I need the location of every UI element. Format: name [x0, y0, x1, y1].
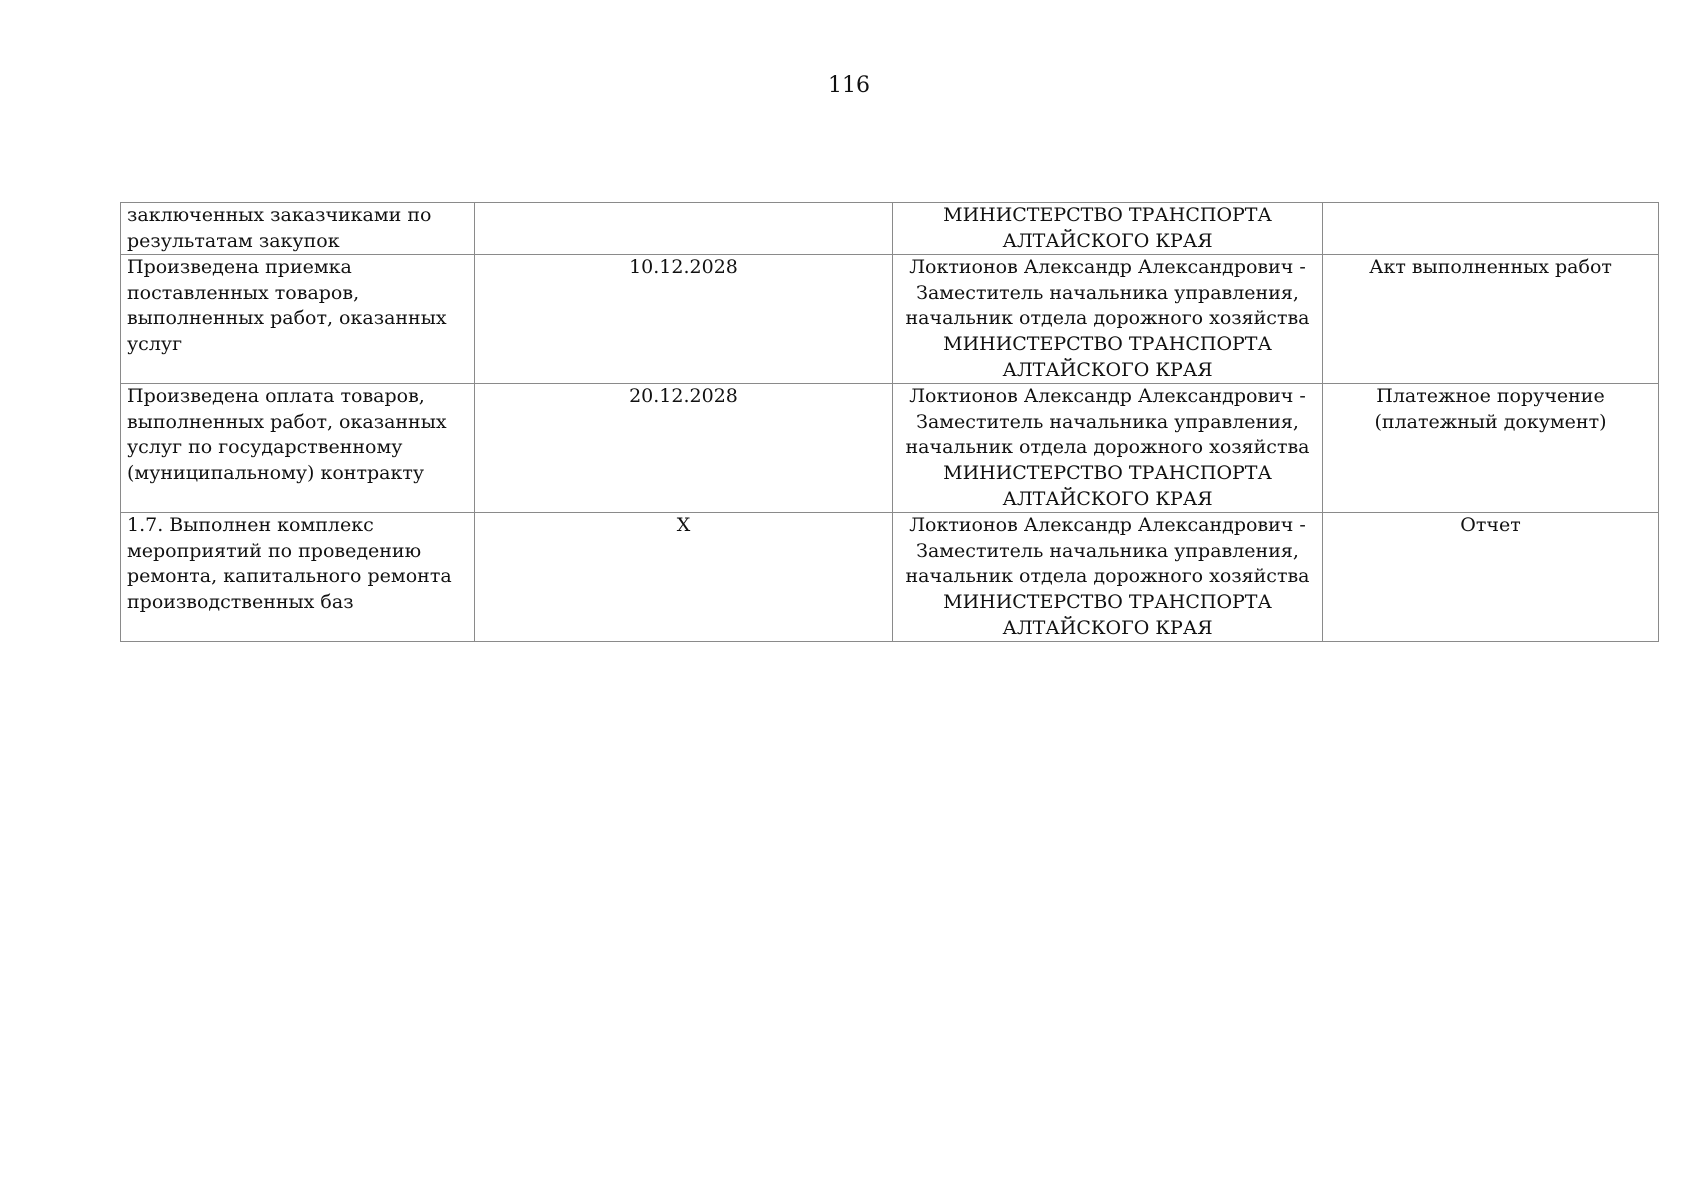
- cell-text-line: услуг по государственному: [127, 436, 403, 459]
- cell-text-line: АЛТАЙСКОГО КРАЯ: [1002, 229, 1213, 252]
- cell-text-line: заключенных заказчиками по: [127, 204, 432, 226]
- cell-text-line: 20.12.2028: [629, 385, 738, 408]
- cell-text-line: начальник отдела дорожного хозяйства: [905, 307, 1310, 330]
- table-row: [121, 384, 1659, 513]
- cell-text-line: выполненных работ, оказанных: [127, 410, 447, 433]
- cell-text-line: начальник отдела дорожного хозяйства: [905, 436, 1310, 459]
- cell-text-line: Заместитель начальника управления,: [916, 410, 1299, 433]
- cell-text-line: (платежный документ): [1374, 410, 1607, 433]
- cell-text-line: МИНИСТЕРСТВО ТРАНСПОРТА: [943, 461, 1272, 484]
- event-cell: [121, 255, 475, 384]
- event-cell: [121, 384, 475, 513]
- cell-text-line: МИНИСТЕРСТВО ТРАНСПОРТА: [943, 590, 1272, 613]
- cell-text-line: (муниципальному) контракту: [127, 461, 425, 484]
- document-cell: [1323, 384, 1659, 513]
- date-cell: [475, 384, 893, 513]
- document-cell: [1323, 203, 1659, 255]
- cell-text-line: Отчет: [1460, 514, 1521, 537]
- event-cell: [121, 513, 475, 642]
- cell-text-line: АЛТАЙСКОГО КРАЯ: [1002, 616, 1213, 639]
- event-cell: [121, 203, 475, 255]
- cell-text-line: 10.12.2028: [629, 256, 738, 279]
- cell-text-line: Заместитель начальника управления,: [916, 281, 1299, 304]
- cell-text-line: ремонта, капитального ремонта: [127, 565, 452, 588]
- cell-text-line: поставленных товаров,: [127, 281, 360, 304]
- responsible-cell: [893, 513, 1323, 642]
- cell-text-line: 1.7. Выполнен комплекс: [127, 514, 374, 537]
- responsible-cell: [893, 255, 1323, 384]
- control-points-table: [120, 202, 1659, 642]
- cell-text-line: Акт выполненных работ: [1369, 256, 1612, 279]
- document-cell: [1323, 513, 1659, 642]
- cell-text-line: X: [676, 514, 691, 537]
- cell-text-line: МИНИСТЕРСТВО ТРАНСПОРТА: [943, 332, 1272, 355]
- cell-text-line: АЛТАЙСКОГО КРАЯ: [1002, 358, 1213, 381]
- cell-text-line: Произведена оплата товаров,: [127, 385, 425, 408]
- page-number: 116: [828, 73, 870, 98]
- cell-text-line: результатам закупок: [127, 229, 340, 252]
- cell-text-line: выполненных работ, оказанных: [127, 307, 447, 330]
- table-row: [121, 203, 1659, 255]
- cell-text-line: Локтионов Александр Александрович -: [909, 385, 1306, 408]
- cell-text-line: Заместитель начальника управления,: [916, 539, 1299, 562]
- cell-text-line: мероприятий по проведению: [127, 539, 422, 562]
- cell-text-line: Произведена приемка: [127, 256, 352, 279]
- document-cell: [1323, 255, 1659, 384]
- table-body: [121, 203, 1659, 642]
- cell-text-line: Локтионов Александр Александрович -: [909, 514, 1306, 537]
- date-cell: [475, 255, 893, 384]
- cell-text-line: Платежное поручение: [1376, 385, 1605, 408]
- table-row: [121, 255, 1659, 384]
- responsible-cell: [893, 384, 1323, 513]
- responsible-cell: [893, 203, 1323, 255]
- cell-text-line: АЛТАЙСКОГО КРАЯ: [1002, 487, 1213, 510]
- table-row: [121, 513, 1659, 642]
- date-cell: [475, 513, 893, 642]
- cell-text-line: услуг: [127, 332, 183, 355]
- cell-text-line: МИНИСТЕРСТВО ТРАНСПОРТА: [943, 204, 1272, 226]
- date-cell: [475, 203, 893, 255]
- cell-text-line: Локтионов Александр Александрович -: [909, 256, 1306, 279]
- cell-text-line: начальник отдела дорожного хозяйства: [905, 565, 1310, 588]
- cell-text-line: производственных баз: [127, 590, 354, 613]
